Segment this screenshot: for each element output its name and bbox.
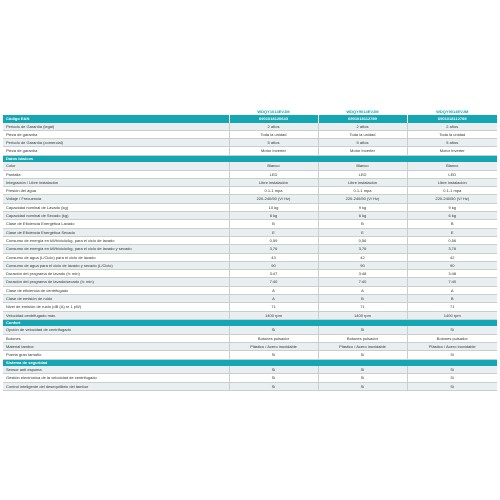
model-header-row [3, 108, 497, 115]
spec-label: Consumo de energía en kWh/ciclo/kg, para el ciclo de lavado y secado [3, 245, 229, 253]
table-row [3, 123, 497, 131]
spec-label: Pieza de garantía [3, 147, 229, 155]
model-name-3: WDQY9014EVJM [407, 108, 497, 115]
spec-value-3: E [407, 228, 497, 236]
model-name-2: WDQY9014EVJM [318, 108, 407, 115]
spec-value-2: 0,56 [318, 236, 407, 244]
table-row [3, 334, 497, 342]
section-title: Confort [3, 319, 497, 326]
spec-value-1: 3,76 [229, 245, 318, 253]
spec-value-3: 7:40 [407, 278, 497, 286]
spec-value-1: E [229, 228, 318, 236]
spec-value-3: 9 kg [407, 203, 497, 211]
section-title: Datos básicos [3, 155, 497, 162]
spec-label: Clase de emisión de ruido [3, 295, 229, 303]
spec-value-3: Sí [407, 382, 497, 390]
spec-label: Gestión electrónica de la velocidad de centrifugado [3, 374, 229, 382]
spec-value-1: 0.1-1 mpa [229, 187, 318, 195]
spec-value-3: Toda la unidad [407, 130, 497, 138]
spec-value-2: Botones pulsador [318, 334, 407, 342]
spec-label: Sensor anti espuma [3, 366, 229, 374]
section-header [3, 319, 497, 326]
spec-value-3: 2 años [407, 123, 497, 131]
spec-value-2: 71 [318, 303, 407, 311]
spec-value-2: Blanco [318, 162, 407, 170]
table-row [3, 162, 497, 170]
spec-value-3: 220-240/50 (V/ Hz) [407, 195, 497, 203]
ean-value-2: 6901018112789 [318, 115, 407, 122]
spec-label: Periodo de Garantía (legal) [3, 123, 229, 131]
spec-label: Pantalla [3, 170, 229, 178]
model-header-spacer [3, 108, 229, 115]
table-row [3, 374, 497, 382]
spec-value-1: 90 [229, 261, 318, 269]
table-row [3, 245, 497, 253]
spec-value-3: Sí [407, 326, 497, 334]
section-header [3, 359, 497, 366]
spec-value-2: 220-240/50 (V/ Hz) [318, 195, 407, 203]
spec-value-3: LED [407, 170, 497, 178]
spec-value-1: 2 años [229, 123, 318, 131]
spec-value-2: B [318, 220, 407, 228]
table-row [3, 236, 497, 244]
spec-value-2: 0.1-1 mpa [318, 187, 407, 195]
spec-label: Periodo de Garantía (comercial) [3, 139, 229, 147]
spec-label: Botones [3, 334, 229, 342]
table-row [3, 253, 497, 261]
spec-value-3: A [407, 286, 497, 294]
spec-value-2: LED [318, 170, 407, 178]
table-row [3, 147, 497, 155]
table-row [3, 212, 497, 220]
spec-value-1: Toda la unidad [229, 130, 318, 138]
spec-value-1: LED [229, 170, 318, 178]
spec-label: Voltaje / Frecuencia [3, 195, 229, 203]
table-row [3, 270, 497, 278]
spec-value-1: Plástico / Acero inoxidable [229, 343, 318, 351]
table-row [3, 130, 497, 138]
spec-label: Consumo de energía en kWh/ciclo/kg, para el ciclo de lavado [3, 236, 229, 244]
ean-value-1: 6901018120643 [229, 115, 318, 122]
spec-value-1: 6 kg [229, 212, 318, 220]
spec-value-3: 0.1-1 mpa [407, 187, 497, 195]
spec-value-1: Sí [229, 382, 318, 390]
table-row [3, 261, 497, 269]
ean-value-3: 6901018112789 [407, 115, 497, 122]
spec-value-2: Sí [318, 351, 407, 359]
spec-label: Color [3, 162, 229, 170]
spec-value-2: 6 kg [318, 212, 407, 220]
model-name-1: WDQY1014EVJM [229, 108, 318, 115]
spec-value-1: 220-240/50 (V/ Hz) [229, 195, 318, 203]
spec-value-1: B [229, 220, 318, 228]
table-row [3, 220, 497, 228]
spec-value-2: Sí [318, 382, 407, 390]
spec-value-2: B [318, 295, 407, 303]
spec-value-3: 90 [407, 261, 497, 269]
table-row [3, 303, 497, 311]
section-header [3, 155, 497, 162]
spec-value-3: 6 kg [407, 212, 497, 220]
spec-value-2: 90 [318, 261, 407, 269]
table-row [3, 228, 497, 236]
table-row [3, 295, 497, 303]
spec-value-2: 9 kg [318, 203, 407, 211]
table-row [3, 343, 497, 351]
table-row [3, 187, 497, 195]
spec-value-2: Motor Inverter [318, 147, 407, 155]
table-row [3, 351, 497, 359]
spec-value-1: 0,59 [229, 236, 318, 244]
spec-label: Duración del programa de lavado/secado (h: min) [3, 278, 229, 286]
spec-value-2: A [318, 286, 407, 294]
table-row [3, 278, 497, 286]
table-row [3, 326, 497, 334]
table-row [3, 366, 497, 374]
spec-label: Clase de Eficiencia Energética Secado [3, 228, 229, 236]
table-row [3, 178, 497, 186]
table-row [3, 382, 497, 390]
spec-value-2: Sí [318, 366, 407, 374]
ean-row [3, 115, 497, 122]
spec-value-3: 1400 rpm [407, 311, 497, 319]
spec-value-2: 42 [318, 253, 407, 261]
spec-label: Duración del programa de lavado (h: min) [3, 270, 229, 278]
spec-value-1: Sí [229, 366, 318, 374]
spec-value-2: 3,76 [318, 245, 407, 253]
spec-value-3: 3,76 [407, 245, 497, 253]
section-title: Sistema de seguridad [3, 359, 497, 366]
spec-label: Puerta gran tamaño [3, 351, 229, 359]
spec-label: Velocidad centrifugado máx. [3, 311, 229, 319]
spec-value-3: B [407, 295, 497, 303]
spec-value-3: Sí [407, 374, 497, 382]
spec-label: Pieza de garantía [3, 130, 229, 138]
spec-value-1: Motor Inverter [229, 147, 318, 155]
spec-value-1: 43 [229, 253, 318, 261]
spec-value-2: 3:48 [318, 270, 407, 278]
ean-label: Código EAN [3, 115, 229, 122]
spec-value-2: Plástico / Acero inoxidable [318, 343, 407, 351]
spec-value-1: Sí [229, 374, 318, 382]
spec-value-1: Sí [229, 326, 318, 334]
table-row [3, 139, 497, 147]
spec-label: Integración / Libre instalación [3, 178, 229, 186]
spec-value-1: Botones pulsador [229, 334, 318, 342]
spec-value-1: A [229, 295, 318, 303]
table-row [3, 311, 497, 319]
table-row [3, 170, 497, 178]
spec-label: Nivel de emisión de ruido (dB (A) re 1 pW) [3, 303, 229, 311]
table-row [3, 195, 497, 203]
spec-value-2: 2 años [318, 123, 407, 131]
spec-value-1: Sí [229, 351, 318, 359]
spec-value-2: Sí [318, 326, 407, 334]
spec-value-3: 42 [407, 253, 497, 261]
spec-value-3: Blanco [407, 162, 497, 170]
spec-label: Consumo de agua para el ciclo de lavado y secado (L/Ciclo) [3, 261, 229, 269]
spec-table [3, 108, 497, 391]
spec-value-2: 5 años [318, 139, 407, 147]
spec-value-2: Libre instalación [318, 178, 407, 186]
spec-value-1: 3:47 [229, 270, 318, 278]
spec-value-1: 7:40 [229, 278, 318, 286]
spec-value-3: Sí [407, 366, 497, 374]
spec-value-3: 5 años [407, 139, 497, 147]
spec-value-1: A [229, 286, 318, 294]
spec-label: Capacidad nominal de Lavado (kg) [3, 203, 229, 211]
spec-label: Capacidad nominal de Secado (kg) [3, 212, 229, 220]
spec-sheet [3, 108, 497, 391]
spec-value-3: Motor Inverter [407, 147, 497, 155]
spec-value-1: 10 kg [229, 203, 318, 211]
spec-value-3: Plástico / Acero inoxidable [407, 343, 497, 351]
spec-value-2: Sí [318, 374, 407, 382]
table-row [3, 203, 497, 211]
spec-label: Consumo de agua (L/Ciclo) para el ciclo de lavado [3, 253, 229, 261]
spec-label: Clase de Eficiencia Energética Lavado [3, 220, 229, 228]
spec-value-3: Botones pulsador [407, 334, 497, 342]
spec-value-1: Libre instalación [229, 178, 318, 186]
spec-value-3: Sí [407, 351, 497, 359]
spec-label: Clase de eficiencia de centrifugado [3, 286, 229, 294]
spec-value-2: 7:40 [318, 278, 407, 286]
spec-label: Material tambor [3, 343, 229, 351]
spec-value-3: 71 [407, 303, 497, 311]
spec-value-2: Toda la unidad [318, 130, 407, 138]
spec-value-3: 0,56 [407, 236, 497, 244]
spec-value-1: 71 [229, 303, 318, 311]
spec-label: Control inteligente del desequilibrio del tambor [3, 382, 229, 390]
spec-value-1: 5 años [229, 139, 318, 147]
spec-table-body [3, 108, 497, 391]
spec-value-2: E [318, 228, 407, 236]
spec-value-3: Libre instalación [407, 178, 497, 186]
table-row [3, 286, 497, 294]
spec-value-1: Blanco [229, 162, 318, 170]
spec-value-2: 1400 rpm [318, 311, 407, 319]
spec-value-3: B [407, 220, 497, 228]
spec-value-3: 3:48 [407, 270, 497, 278]
spec-label: Opción de velocidad de centrifugado [3, 326, 229, 334]
spec-label: Presión del agua [3, 187, 229, 195]
spec-value-1: 1400 rpm [229, 311, 318, 319]
